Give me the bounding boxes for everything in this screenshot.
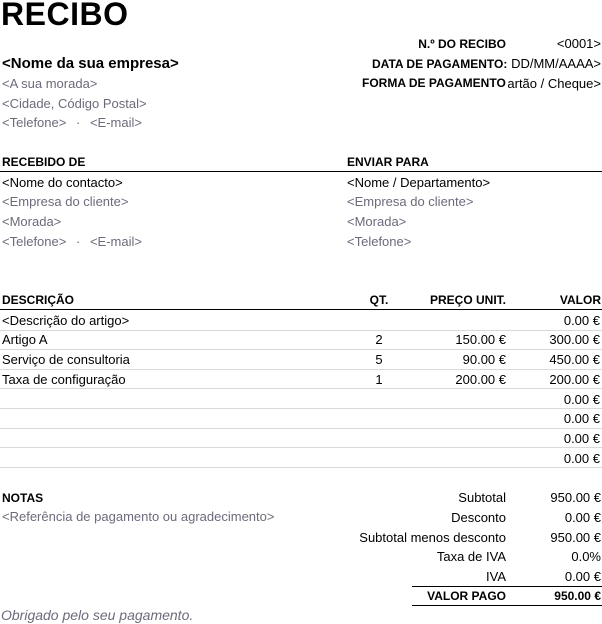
payment-method-label: FORMA DE PAGAMENTO	[362, 76, 506, 90]
ship-address: <Morada>	[347, 214, 407, 229]
item-unit-price: 90.00 €	[462, 352, 506, 367]
subtotal-label: Subtotal	[458, 490, 506, 505]
payment-date-label: DATA DE PAGAMENTO:	[372, 57, 508, 71]
receipt-title: RECIBO	[1, 0, 129, 32]
thank-you-note: Obrigado pelo seu pagamento.	[1, 607, 194, 623]
column-header-amount: VALOR	[559, 293, 601, 307]
column-header-description: DESCRIÇÃO	[2, 293, 75, 307]
amount-paid-value: 950.00 €	[554, 589, 601, 603]
section-divider	[0, 171, 602, 172]
client-contact-name: <Nome do contacto>	[2, 175, 123, 190]
payment-date-value: DD/MM/AAAA>	[511, 56, 601, 71]
receipt-number-label: N.º DO RECIBO	[418, 37, 506, 51]
item-description: Artigo A	[2, 332, 48, 347]
table-row	[0, 370, 602, 390]
item-amount: 0.00 €	[563, 411, 600, 426]
client-address: <Morada>	[2, 214, 62, 229]
tax-rate-value: 0.0%	[571, 549, 601, 564]
table-header-divider	[0, 309, 602, 310]
row-divider	[0, 388, 602, 389]
item-amount: 0.00 €	[563, 392, 600, 407]
company-phone: <Telefone>	[2, 115, 67, 130]
receipt-number-value: <0001>	[556, 36, 601, 51]
tax-rate-label: Taxa de IVA	[436, 549, 506, 564]
company-name: <Nome da sua empresa>	[2, 55, 179, 72]
amount-paid-label: VALOR PAGO	[427, 589, 506, 603]
discount-label: Desconto	[451, 510, 506, 525]
item-amount: 200.00 €	[549, 372, 600, 387]
tax-label: IVA	[486, 569, 506, 584]
subtotal-less-discount-label: Subtotal menos desconto	[359, 530, 506, 545]
subtotal-value: 950.00 €	[550, 490, 601, 505]
column-header-quantity: QT.	[369, 293, 389, 307]
subtotal-less-discount-value: 950.00 €	[550, 530, 601, 545]
row-divider	[0, 447, 602, 448]
table-row	[0, 449, 602, 469]
client-contact	[2, 234, 142, 249]
received-from-heading: RECEBIDO DE	[2, 155, 86, 169]
total-bottom-divider	[412, 605, 602, 606]
total-divider	[412, 586, 602, 587]
ship-name: <Nome / Departamento>	[347, 175, 491, 190]
company-email: <E-mail>	[89, 115, 142, 130]
item-amount: 0.00 €	[563, 431, 600, 446]
client-email: <E-mail>	[89, 234, 142, 249]
item-description: Serviço de consultoria	[2, 352, 130, 367]
client-company: <Empresa do cliente>	[2, 194, 129, 209]
item-amount: 300.00 €	[549, 332, 600, 347]
table-row	[0, 429, 602, 449]
item-description: Taxa de configuração	[2, 372, 126, 387]
item-unit-price: 200.00 €	[455, 372, 506, 387]
column-header-unit-price: PREÇO UNIT.	[429, 293, 506, 307]
company-city: <Cidade, Código Postal>	[2, 96, 147, 111]
discount-value: 0.00 €	[564, 510, 601, 525]
company-address: <A sua morada>	[2, 76, 98, 91]
table-row	[0, 311, 602, 331]
item-unit-price: 150.00 €	[455, 332, 506, 347]
item-quantity: 1	[375, 372, 383, 387]
item-quantity: 2	[375, 332, 383, 347]
item-description: <Descrição do artigo>	[2, 313, 130, 328]
table-row	[0, 390, 602, 410]
table-row	[0, 350, 602, 370]
table-row	[0, 409, 602, 429]
item-amount: 0.00 €	[563, 451, 600, 466]
tax-value: 0.00 €	[564, 569, 601, 584]
ship-phone: <Telefone>	[347, 234, 412, 249]
item-amount: 450.00 €	[549, 352, 600, 367]
notes-text: <Referência de pagamento ou agradecimento>	[2, 509, 275, 524]
ship-company: <Empresa do cliente>	[347, 194, 474, 209]
row-divider	[0, 467, 602, 468]
client-phone: <Telefone>	[2, 234, 67, 249]
item-amount: 0.00 €	[563, 313, 600, 328]
table-row	[0, 330, 602, 350]
company-separator: ·	[75, 115, 81, 130]
item-quantity: 5	[375, 352, 383, 367]
company-contact	[2, 115, 142, 130]
payment-method-value: artão / Cheque>	[507, 76, 601, 91]
notes-heading: NOTAS	[2, 491, 44, 505]
client-separator: ·	[75, 234, 81, 249]
send-to-heading: ENVIAR PARA	[347, 155, 429, 169]
